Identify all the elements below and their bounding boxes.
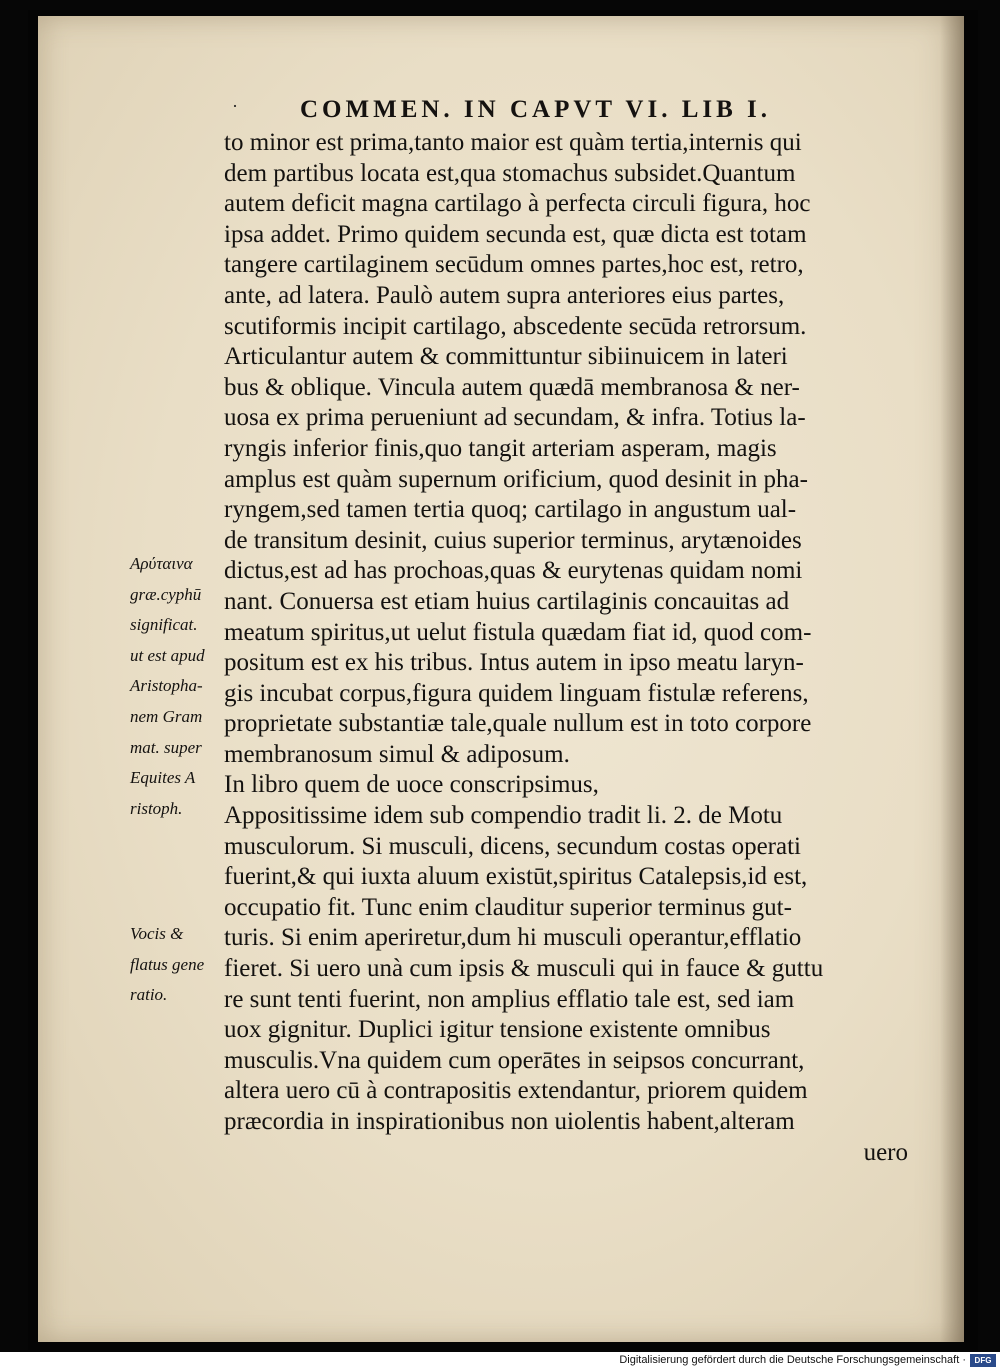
text-line: dem partibus locata est,qua stomachus subsidet.Quantum — [224, 159, 796, 187]
catchword: uero — [863, 1138, 908, 1166]
margin-note-line: ratio. — [130, 985, 168, 1005]
text-line: musculorum. Si musculi, dicens, secundum costas operati — [224, 832, 801, 860]
header-mark: · — [232, 96, 238, 116]
text-line: ryngem,sed tamen tertia quoq; cartilago in angustum ual- — [224, 496, 797, 524]
text-line: Articulantur autem & committuntur sibiinuicem in lateri — [224, 343, 788, 371]
dfg-logo-icon: DFG — [970, 1354, 996, 1367]
text-line: occupatio fit. Tunc enim clauditur superior terminus gut- — [224, 893, 792, 921]
text-line: amplus est quàm supernum orificium, quod desinit in pha- — [224, 465, 808, 493]
margin-note-line: mat. super — [130, 737, 202, 757]
text-line: gis incubat corpus,figura quidem linguam fistulæ referens, — [224, 679, 809, 707]
margin-note-line: Αρύταινα — [130, 554, 193, 573]
margin-note-line: Vocis & — [130, 924, 184, 943]
body-text — [224, 128, 914, 1168]
margin-note-line: nem Gram — [130, 706, 203, 726]
text-line: bus & oblique. Vincula autem quædā membranosa & ner- — [224, 373, 800, 401]
margin-note-line: ristoph. — [130, 798, 183, 818]
text-line: ante, ad latera. Paulò autem supra anteriores eius partes, — [224, 281, 785, 309]
text-line: Appositissime idem sub compendio tradit li. 2. de Motu — [224, 802, 783, 830]
margin-note-vocis — [130, 922, 240, 1014]
text-line: proprietate substantiæ tale,quale nullum est in toto corpore — [224, 710, 812, 738]
text-line: nant. Conuersa est etiam huius cartilaginis concauitas ad — [224, 587, 790, 615]
text-line: dictus,est ad has prochoas,quas & eurytenas quidam nomi — [224, 557, 803, 585]
page-gutter-shadow — [940, 16, 964, 1342]
text-line: uox gignitur. Duplici igitur tensione existente omnibus — [224, 1016, 771, 1044]
text-line: turis. Si enim aperiretur,dum hi musculi operantur,efflatio — [224, 924, 802, 952]
funding-credit: Digitalisierung gefördert durch die Deutsche Forschungsgemeinschaft · — [619, 1354, 966, 1366]
margin-note-line: ut est apud — [130, 645, 205, 665]
text-line: de transitum desinit, cuius superior terminus, arytænoides — [224, 526, 802, 554]
margin-note-line: significat. — [130, 615, 198, 635]
running-header: COMMEN. IN CAPVT VI. LIB I. — [300, 96, 772, 123]
text-line: uosa ex prima perueniunt ad secundam, & infra. Totius la- — [224, 404, 806, 432]
text-line: membranosum simul & adiposum. — [224, 740, 570, 768]
margin-note-line: Aristopha- — [130, 676, 203, 696]
text-line: In libro quem de uoce conscripsimus, — [224, 771, 599, 799]
text-line: fieret. Si uero unà cum ipsis & musculi qui in fauce & guttu — [224, 955, 824, 983]
margin-note-arytaina — [130, 552, 240, 827]
footer-bar — [0, 1352, 1000, 1370]
text-line: tangere cartilaginem secūdum omnes partes,hoc est, retro, — [224, 251, 804, 279]
text-line: meatum spiritus,ut uelut fistula quædam fiat id, quod com- — [224, 618, 812, 646]
margin-note-line: Equites A — [130, 768, 196, 788]
margin-note-line: græ.cyphū — [130, 584, 202, 604]
text-line: fuerint,& qui iuxta aluum existūt,spiritus Catalepsis,id est, — [224, 863, 808, 891]
text-line: ipsa addet. Primo quidem secunda est, quæ dicta est totam — [224, 220, 807, 248]
text-line: to minor est prima,tanto maior est quàm tertia,internis qui — [224, 129, 802, 156]
margin-note-line: flatus gene — [130, 954, 205, 974]
text-line: positum est ex his tribus. Intus autem in ipso meatu laryn- — [224, 649, 804, 677]
text-line: scutiformis incipit cartilago, abscedente secūda retrorsum. — [224, 312, 807, 340]
text-line: ryngis inferior finis,quo tangit arteriam asperam, magis — [224, 434, 777, 462]
text-line: autem deficit magna cartilago à perfecta circuli figura, hoc — [224, 190, 811, 218]
text-line: præcordia in inspirationibus non uiolentis habent,alteram — [224, 1108, 795, 1135]
text-line: re sunt tenti fuerint, non amplius efflatio tale est, sed iam — [224, 985, 795, 1013]
text-line: altera uero cū à contrapositis extendantur, priorem quidem — [224, 1077, 808, 1105]
text-line: musculis.Vna quidem cum operātes in seipsos concurrant, — [224, 1046, 805, 1074]
